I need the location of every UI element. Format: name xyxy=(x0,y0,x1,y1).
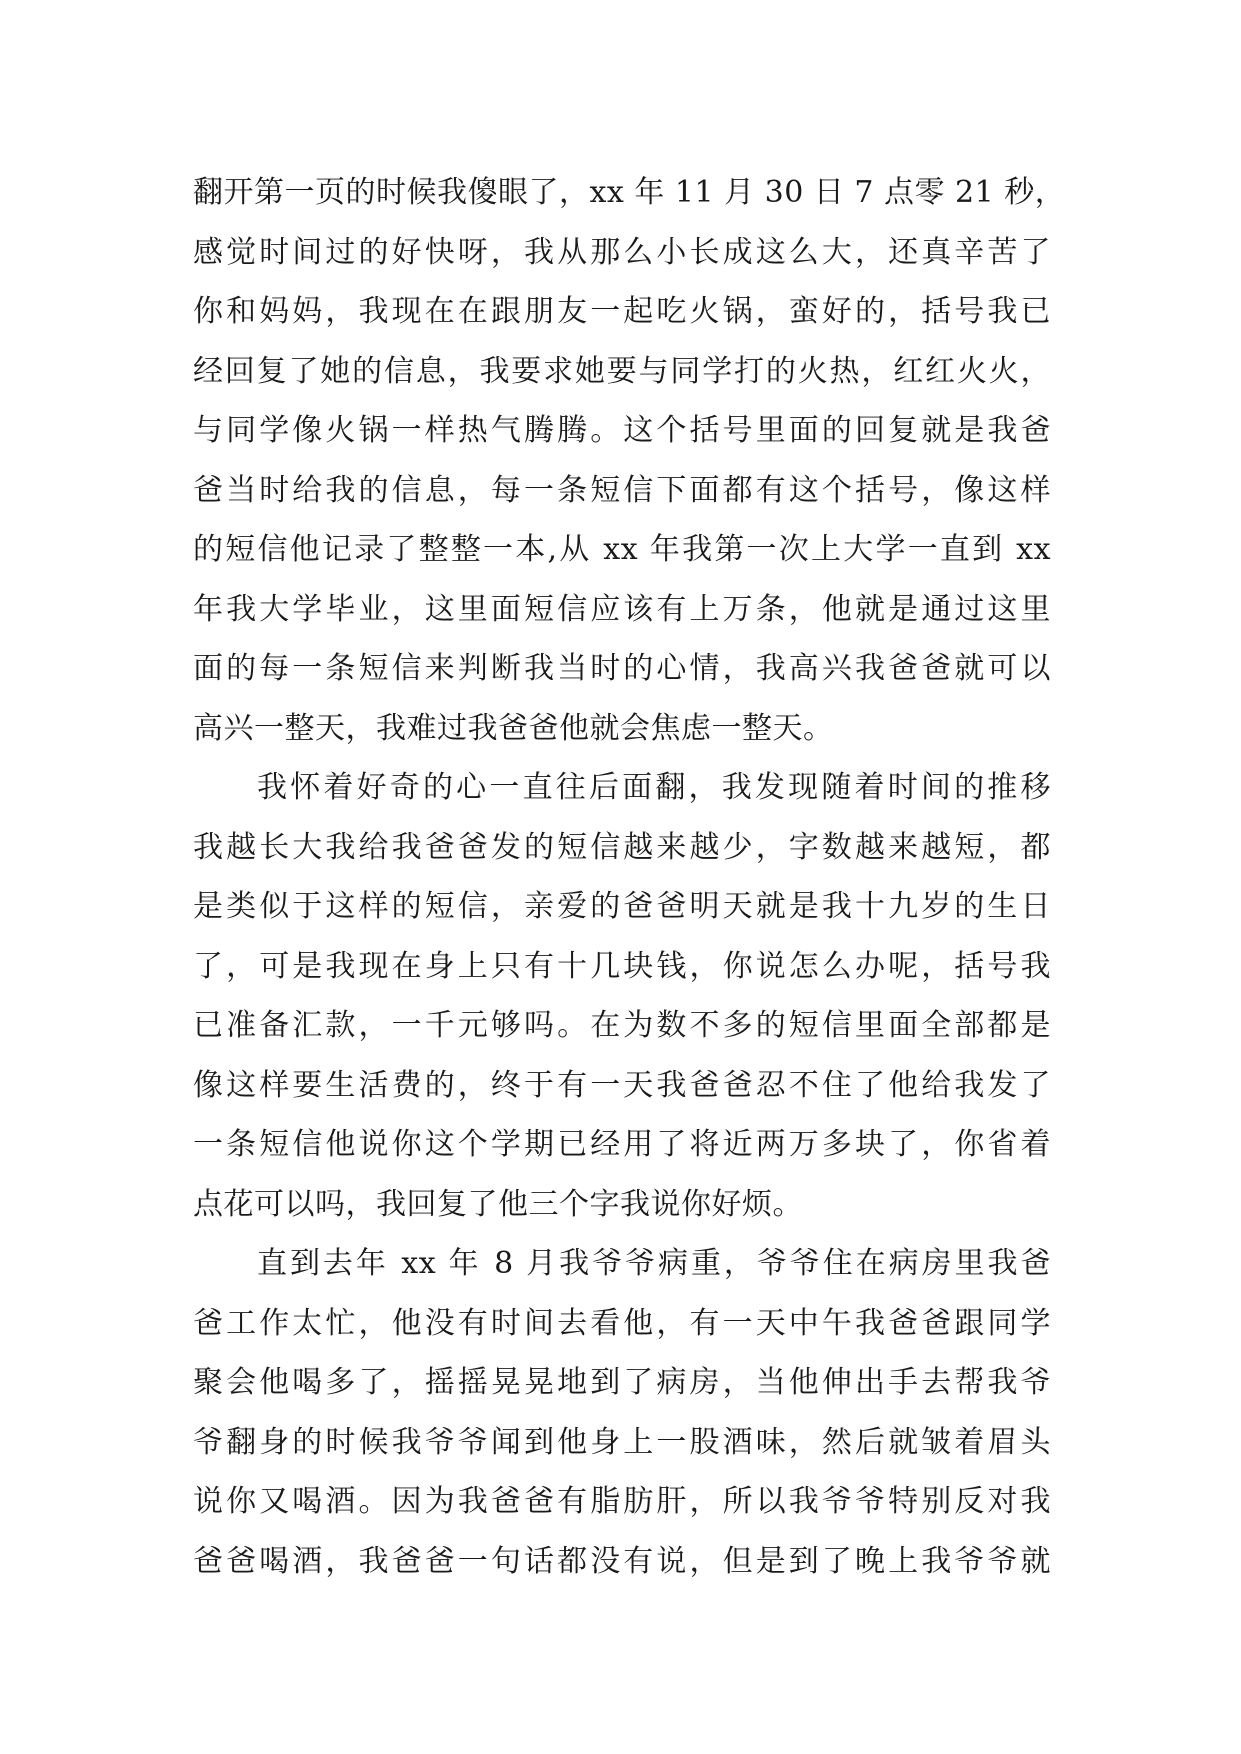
text-line: 高兴一整天，我难过我爸爸他就会焦虑一整天。 xyxy=(193,710,834,746)
text-line: 经回复了她的信息，我要求她要与同学打的火热，红红火火， xyxy=(193,353,1051,389)
text-line: 我怀着好奇的心一直往后面翻，我发现随着时间的推移 xyxy=(257,770,1051,805)
text-line: 爷翻身的时候我爷爷闻到他身上一股酒味，然后就皱着眉头 xyxy=(193,1424,1051,1460)
paragraph-3 xyxy=(193,1234,1051,1591)
text-line: 年我大学毕业，这里面短信应该有上万条，他就是通过这里 xyxy=(193,591,1051,627)
text-line: 了，可是我现在身上只有十几块钱，你说怎么办呢，括号我 xyxy=(193,948,1051,984)
text-line: 像这样要生活费的，终于有一天我爸爸忍不住了他给我发了 xyxy=(193,1067,1051,1103)
text-line: 一条短信他说你这个学期已经用了将近两万多块了，你省着 xyxy=(193,1127,1051,1162)
text-line: 爸当时给我的信息，每一条短信下面都有这个括号，像这样 xyxy=(193,472,1051,508)
text-line: 点花可以吗，我回复了他三个字我说你好烦。 xyxy=(193,1186,803,1222)
document-body xyxy=(193,163,1066,1591)
text-line: 面的每一条短信来判断我当时的心情，我高兴我爸爸就可以 xyxy=(193,651,1051,686)
text-line: 感觉时间过的好快呀，我从那么小长成这么大，还真辛苦了 xyxy=(193,234,1051,270)
text-line: 与同学像火锅一样热气腾腾。这个括号里面的回复就是我爸 xyxy=(193,413,1051,448)
text-line: 的短信他记录了整整一本,从 xx 年我第一次上大学一直到 xx xyxy=(193,532,1051,567)
text-line: 翻开第一页的时候我傻眼了，xx 年 11 月 30 日 7 点零 21 秒， xyxy=(193,175,1066,210)
text-line: 爸工作太忙，他没有时间去看他，有一天中午我爸爸跟同学 xyxy=(193,1305,1051,1341)
text-line: 我越长大我给我爸爸发的短信越来越少，字数越来越短，都 xyxy=(193,829,1051,865)
paragraph-2 xyxy=(193,758,1051,1234)
text-line: 直到去年 xx 年 8 月我爷爷病重，爷爷住在病房里我爸 xyxy=(257,1246,1051,1281)
text-line: 已准备汇款，一千元够吗。在为数不多的短信里面全部都是 xyxy=(193,1008,1051,1043)
text-line: 说你又喝酒。因为我爸爸有脂肪肝，所以我爷爷特别反对我 xyxy=(193,1484,1051,1519)
text-line: 聚会他喝多了，摇摇晃晃地到了病房，当他伸出手去帮我爷 xyxy=(193,1365,1051,1400)
text-line: 你和妈妈，我现在在跟朋友一起吃火锅，蛮好的，括号我已 xyxy=(193,294,1051,329)
text-line: 爸爸喝酒，我爸爸一句话都没有说，但是到了晚上我爷爷就 xyxy=(193,1543,1051,1579)
paragraph-1 xyxy=(193,163,1066,758)
text-line: 是类似于这样的短信，亲爱的爸爸明天就是我十九岁的生日 xyxy=(193,889,1051,924)
